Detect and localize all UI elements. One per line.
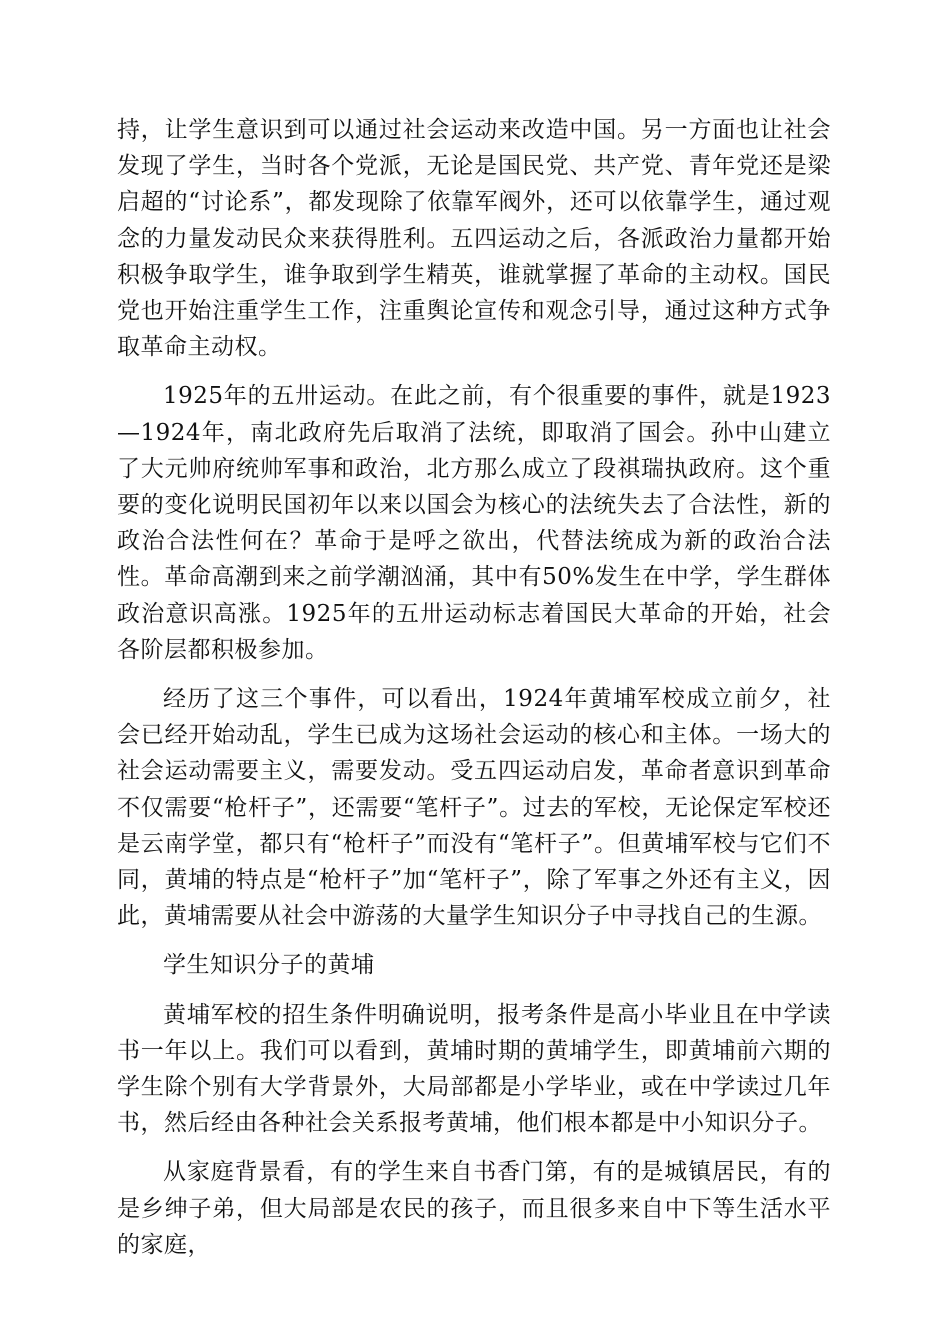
paragraph-may30-movement: 1925年的五卅运动。在此之前，有个很重要的事件，就是1923—1924年，南北政府先后取消了法统，即取消了国会。孙中山建立了大元帅府统帅军事和政治，北方那么成立了段祺瑞执政府。这个重要的变化说明民国初年以来以国会为核心的法统失去了合法性，新的政治合法性何在？革命于是呼之欲出，代替法统成为新的政治合法性。革命高潮到来之前学潮汹涌，其中有50%发生在中学，学生群体政治意识高涨。1925年的五卅运动标志着国民大革命的开始，社会各阶层都积极参加。 [117, 383, 831, 663]
paragraph-three-events: 经历了这三个事件，可以看出，1924年黄埔军校成立前夕，社会已经开始动乱，学生已成为这场社会运动的核心和主体。一场大的社会运动需要主义，需要发动。受五四运动启发，革命者意识到革命不仅需要“枪杆子”，还需要“笔杆子”。过去的军校，无论保定军校还是云南学堂，都只有“枪杆子”而没有“笔杆子”。但黄埔军校与它们不同，黄埔的特点是“枪杆子”加“笔杆子”，除了军事之外还有主义，因此，黄埔需要从社会中游荡的大量学生知识分子中寻找自己的生源。 [117, 686, 831, 930]
paragraph-admission-conditions: 黄埔军校的招生条件明确说明，报考条件是高小毕业且在中学读书一年以上。我们可以看到，黄埔时期的黄埔学生，即黄埔前六期的学生除个别有大学背景外，大局部都是小学毕业，或在中学读过几年书，然后经由各种社会关系报考黄埔，他们根本都是中小知识分子。 [117, 1001, 831, 1137]
paragraph-continuation: 持，让学生意识到可以通过社会运动来改造中国。另一方面也让社会发现了学生，当时各个党派，无论是国民党、共产党、青年党还是梁启超的“讨论系”，都发现除了依靠军阀外，还可以依靠学生，通过观念的力量发动民众来获得胜利。五四运动之后，各派政治力量都开始积极争取学生，谁争取到学生精英，谁就掌握了革命的主动权。国民党也开始注重学生工作，注重舆论宣传和观念引导，通过这种方式争取革命主动权。 [117, 117, 831, 361]
document-body [117, 112, 831, 1276]
paragraph-family-background: 从家庭背景看，有的学生来自书香门第，有的是城镇居民，有的是乡绅子弟，但大局部是农民的孩子，而且很多来自中下等生活水平的家庭， [117, 1159, 831, 1258]
section-heading: 学生知识分子的黄埔 [163, 952, 375, 979]
